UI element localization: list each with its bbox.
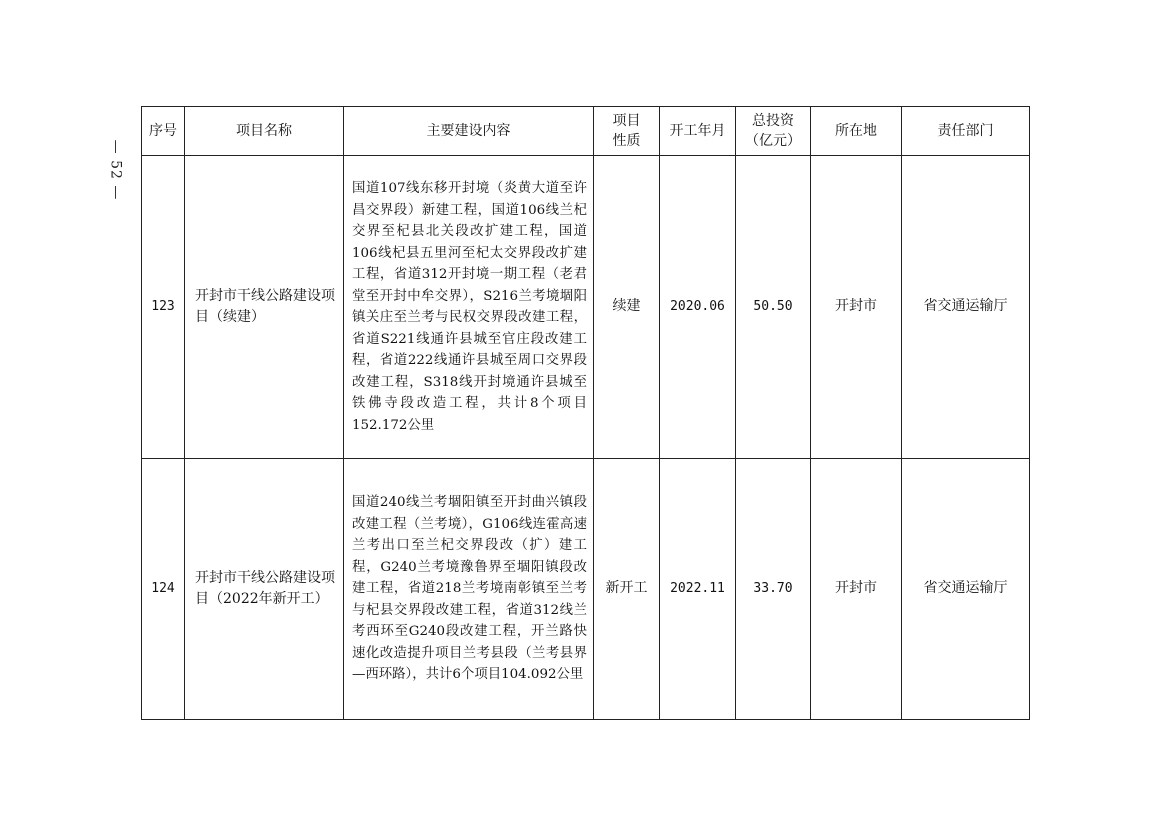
header-location: 所在地 [811,107,902,156]
project-table [141,106,1030,720]
cell-seq: 123 [142,156,185,459]
cell-nature: 续建 [594,156,660,459]
table-row [142,459,1030,720]
cell-department: 省交通运输厅 [902,156,1030,459]
cell-investment: 50.50 [736,156,811,459]
cell-content: 国道240线兰考堌阳镇至开封曲兴镇段改建工程（兰考境），G106线连霍高速兰考出口至兰杞交界段改（扩）建工程，G240兰考境豫鲁界至堌阳镇段改建工程，省道218兰考境南彰镇至兰考与杞县交界段改建工程，省道312线兰考西环至G240段改建工程，开兰路快速化改造提升项目兰考县段（兰考县界—西环路），共计6个项目104.092公里 [344,459,594,720]
table-row [142,156,1030,459]
cell-name: 开封市干线公路建设项目（续建） [185,156,344,459]
cell-content: 国道107线东移开封境（炎黄大道至许昌交界段）新建工程，国道106线兰杞交界至杞县北关段改扩建工程，国道106线杞县五里河至杞太交界段改扩建工程，省道312开封境一期工程（老君堂至开封中牟交界），S216兰考境堌阳镇关庄至兰考与民权交界段改建工程，省道S221线通许县城至官庄段改建工程，省道222线通许县城至周口交界段改建工程，S318线开封境通许县城至铁佛寺段改造工程，共计8个项目152.172公里 [344,156,594,459]
cell-start: 2020.06 [660,156,736,459]
cell-location: 开封市 [811,156,902,459]
header-nature: 项目 性质 [594,107,660,156]
page-number-text: — 52 — [107,139,123,201]
header-investment: 总投资 （亿元） [736,107,811,156]
table-header-row [142,107,1030,156]
cell-investment: 33.70 [736,459,811,720]
cell-location: 开封市 [811,459,902,720]
cell-start: 2022.11 [660,459,736,720]
cell-department: 省交通运输厅 [902,459,1030,720]
header-content: 主要建设内容 [344,107,594,156]
header-department: 责任部门 [902,107,1030,156]
cell-name: 开封市干线公路建设项目（2022年新开工） [185,459,344,720]
page-number [100,118,130,222]
header-start: 开工年月 [660,107,736,156]
header-seq: 序号 [142,107,185,156]
header-name: 项目名称 [185,107,344,156]
cell-nature: 新开工 [594,459,660,720]
cell-seq: 124 [142,459,185,720]
